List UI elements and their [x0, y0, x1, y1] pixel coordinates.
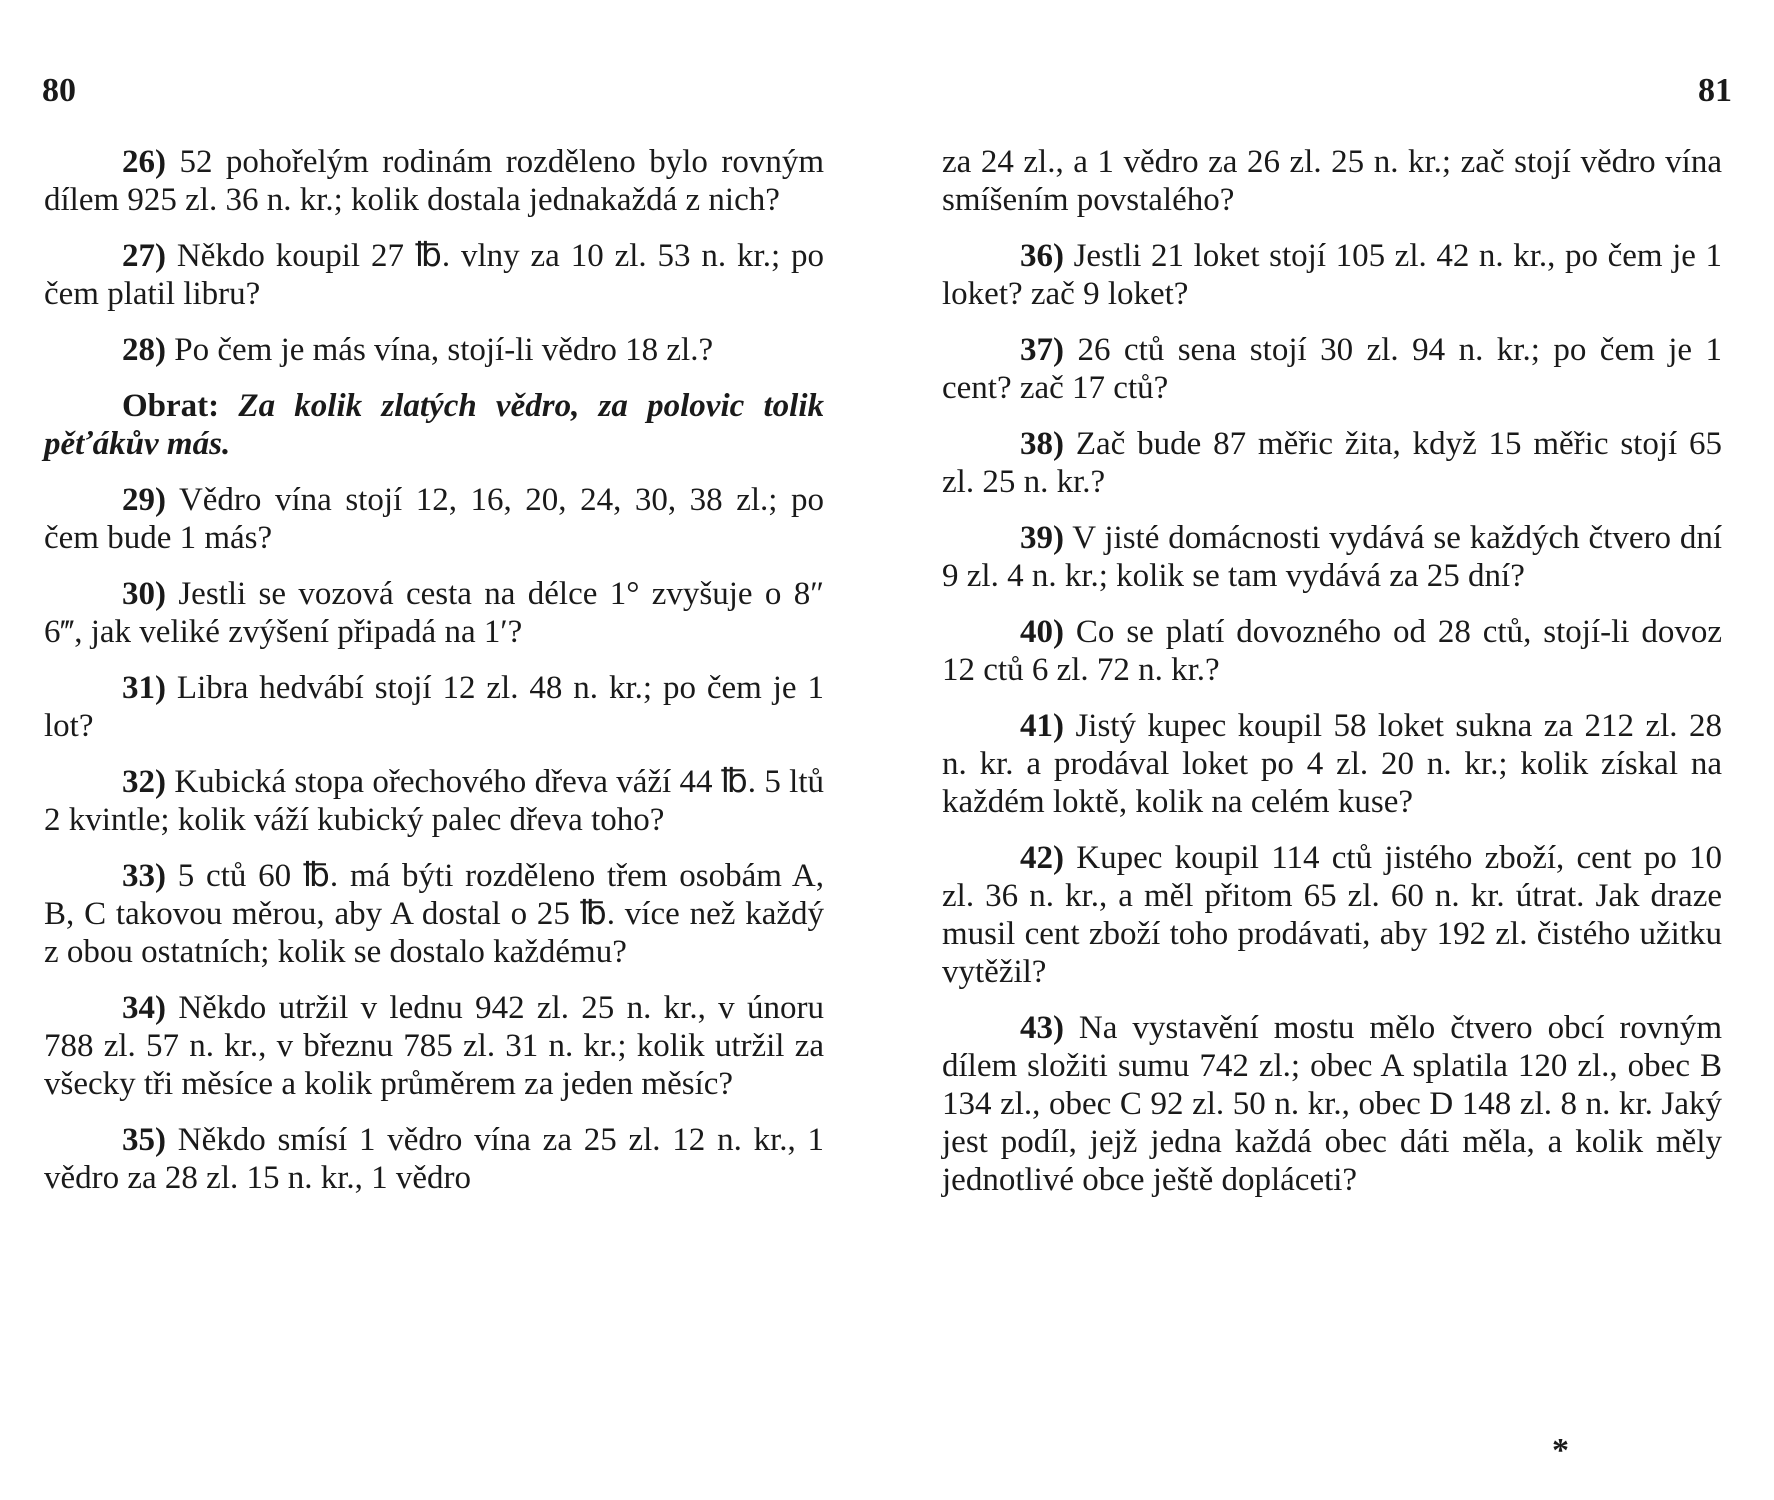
problem-35-continuation: za 24 zl., a 1 vědro za 26 zl. 25 n. kr.; zač stojí vědro vína smíšením povstalého? — [942, 144, 1722, 218]
problem-33: 33) 5 ctů 60 ℔. má býti rozděleno třem osobám A, B, C takovou měrou, aby A dostal o 25 ℔. více než každý z obou ostatních; kolik se dostalo každému? — [44, 858, 824, 970]
problem-30: 30) Jestli se vozová cesta na délce 1° zvyšuje o 8″ 6‴, jak veliké zvýšení připadá na 1′? — [44, 576, 824, 650]
problem-27: 27) Někdo koupil 27 ℔. vlny za 10 zl. 53 n. kr.; po čem platil libru? — [44, 238, 825, 312]
problem-28: 28) Po čem je más vína, stojí-li vědro 18 zl.? — [122, 332, 714, 368]
problem-29: 29) Vědro vína stojí 12, 16, 20, 24, 30, 38 zl.; po čem bude 1 más? — [44, 482, 824, 556]
page-number-right: 81 — [1698, 72, 1732, 109]
footer-asterisk: * — [1552, 1432, 1569, 1469]
problem-40: 40) Co se platí dovozného od 28 ctů, stojí-li dovoz 12 ctů 6 zl. 72 n. kr.? — [942, 614, 1722, 688]
right-column — [942, 143, 1722, 1217]
problem-43: 43) Na vystavění mostu mělo čtvero obcí rovným dílem složiti sumu 742 zl.; obec A splatila 120 zl., obec B 134 zl., obec C 92 zl. 50 n. kr., obec D 148 zl. 8 n. kr. Jaký jest podíl, jejž jedna každá obec dáti měla, a kolik měly jednotlivé obce ještě dopláceti? — [942, 1010, 1722, 1198]
problem-32: 32) Kubická stopa ořechového dřeva váží 44 ℔. 5 ltů 2 kvintle; kolik váží kubický palec dřeva toho? — [44, 764, 824, 838]
right-page — [880, 0, 1774, 1500]
problem-34: 34) Někdo utržil v lednu 942 zl. 25 n. kr., v únoru 788 zl. 57 n. kr., v březnu 785 zl. 31 n. kr.; kolik utržil za všecky tři měsíce a kolik průměrem za jeden měsíc? — [44, 990, 824, 1102]
problem-41: 41) Jistý kupec koupil 58 loket sukna za 212 zl. 28 n. kr. a prodával loket po 4 zl. 20 n. kr.; kolik získal na každém loktě, kolik na celém kuse? — [942, 708, 1722, 820]
problem-35: 35) Někdo smísí 1 vědro vína za 25 zl. 12 n. kr., 1 vědro za 28 zl. 15 n. kr., 1 vědro — [44, 1122, 824, 1196]
page-number-left: 80 — [42, 72, 76, 109]
problem-36: 36) Jestli 21 loket stojí 105 zl. 42 n. kr., po čem je 1 loket? zač 9 loket? — [942, 238, 1723, 312]
problem-31: 31) Libra hedvábí stojí 12 zl. 48 n. kr.; po čem je 1 lot? — [44, 670, 825, 744]
left-page — [0, 0, 880, 1500]
obrat-note: Obrat: Za kolik zlatých vědro, za polovic tolik pěťákův más. — [44, 388, 825, 462]
problem-38: 38) Zač bude 87 měřic žita, když 15 měřic stojí 65 zl. 25 n. kr.? — [942, 426, 1722, 500]
problem-37: 37) 26 ctů sena stojí 30 zl. 94 n. kr.; po čem je 1 cent? zač 17 ctů? — [942, 332, 1723, 406]
problem-26: 26) 52 pohořelým rodinám rozděleno bylo rovným dílem 925 zl. 36 n. kr.; kolik dostala jednakaždá z nich? — [44, 144, 824, 218]
left-column — [44, 143, 824, 1215]
problem-42: 42) Kupec koupil 114 ctů jistého zboží, cent po 10 zl. 36 n. kr., a měl přitom 65 zl. 60 n. kr. útrat. Jak draze musil cent zboží toho prodávati, aby 192 zl. čistého užitku vytěžil? — [942, 840, 1723, 990]
problem-39: 39) V jisté domácnosti vydává se každých čtvero dní 9 zl. 4 n. kr.; kolik se tam vydává za 25 dní? — [942, 520, 1722, 594]
